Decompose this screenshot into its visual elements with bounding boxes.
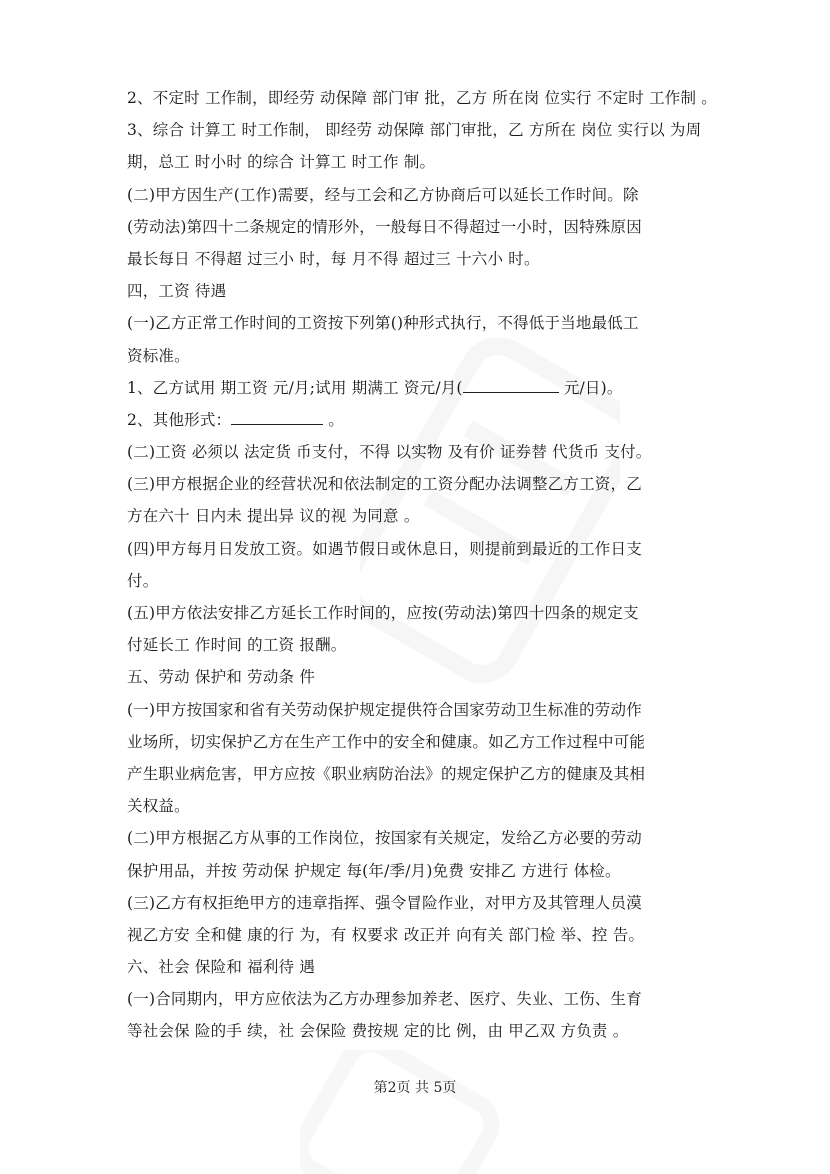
text-line: 视乙方安 全和健 康的行 为，有 权要求 改正并 向有关 部门检 举、控 告。	[127, 925, 645, 944]
section-heading: 四，工资 待遇	[127, 282, 227, 301]
text-segment: 元/日)。	[558, 378, 623, 397]
text-line: 3、综合 计算工 时工作制， 即经劳 动保障 部门审批，乙 方所在 岗位 实行以 为周	[127, 121, 702, 140]
text-line: (二)甲方根据乙方从事的工作岗位，按国家有关规定，发给乙方必要的劳动	[127, 829, 642, 848]
text-line: (三)乙方有权拒绝甲方的违章指挥、强令冒险作业，对甲方及其管理人员漠	[127, 893, 642, 912]
text-line: 付。	[127, 571, 159, 590]
text-segment: 2、其他形式：	[127, 410, 232, 429]
text-line: 最长每日 不得超 过三小 时，每 月不得 超过三 十六小 时。	[127, 249, 540, 268]
text-segment: 。	[323, 410, 345, 429]
text-segment: 1、乙方试用 期工资 元/月;试用 期满工 资元/月(	[127, 378, 463, 397]
text-line: 方在六十 日内未 提出异 议的视 为同意 。	[127, 507, 420, 526]
text-line: 业场所，切实保护乙方在生产工作中的安全和健康。如乙方工作过程中可能	[127, 732, 646, 751]
text-line: 付延长工 作时间 的工资 报酬。	[127, 636, 347, 655]
text-line: (二)工资 必须以 法定货 币支付，不得 以实物 及有价 证券替 代货币 支付。	[127, 443, 652, 462]
text-line: (一)乙方正常工作时间的工资按下列第()种形式执行，不得低于当地最低工	[127, 314, 639, 333]
text-line: 等社会保 险的手 续，社 会保险 费按规 定的比 例，由 甲乙双 方负责 。	[127, 1022, 629, 1041]
text-line: (二)甲方因生产(工作)需要，经与工会和乙方协商后可以延长工作时间。除	[127, 185, 639, 204]
text-line: (劳动法)第四十二条规定的情形外，一般每日不得超过一小时，因特殊原因	[127, 217, 642, 236]
text-line: (四)甲方每月日发放工资。如遇节假日或休息日，则提前到最近的工作日支	[127, 539, 642, 558]
page-number-footer: 第2页 共 5页	[373, 1080, 457, 1096]
section-heading: 五、劳动 保护和 劳动条 件	[127, 668, 316, 687]
text-line: 关权益。	[127, 797, 190, 816]
text-line: 产生职业病危害，甲方应按《职业病防治法》的规定保护乙方的健康及其相	[127, 764, 646, 783]
section-heading: 六、社会 保险和 福利待 遇	[127, 958, 316, 977]
text-line: 保护用品，并按 劳动保 护规定 每(年/季/月)免费 安排乙 方进行 体检。	[127, 861, 621, 880]
text-line-with-blank	[127, 410, 707, 430]
fill-in-blank	[463, 378, 559, 393]
text-line: 2、不定时 工作制，即经劳 动保障 部门审 批，乙方 所在岗 位实行 不定时 工作制 。	[127, 89, 718, 107]
document-body	[127, 88, 718, 1054]
text-line: (五)甲方依法安排乙方延长工作时间的，应按(劳动法)第四十四条的规定支	[127, 604, 639, 622]
text-line: (一)甲方按国家和省有关劳动保护规定提供符合国家劳动卫生标准的劳动作	[127, 700, 642, 719]
text-line: 资标准。	[127, 346, 190, 365]
text-line: (一)合同期内，甲方应依法为乙方办理参加养老、医疗、失业、工伤、生育	[127, 990, 642, 1009]
watermark-logo-bottom	[300, 1050, 520, 1174]
text-line: 期，总工 时小时 的综合 计算工 时工作 制。	[127, 153, 436, 172]
fill-in-blank	[231, 410, 323, 425]
text-line: (三)甲方根据企业的经营状况和依法制定的工资分配办法调整乙方工资，乙	[127, 475, 642, 494]
text-line-with-blank	[127, 378, 707, 398]
